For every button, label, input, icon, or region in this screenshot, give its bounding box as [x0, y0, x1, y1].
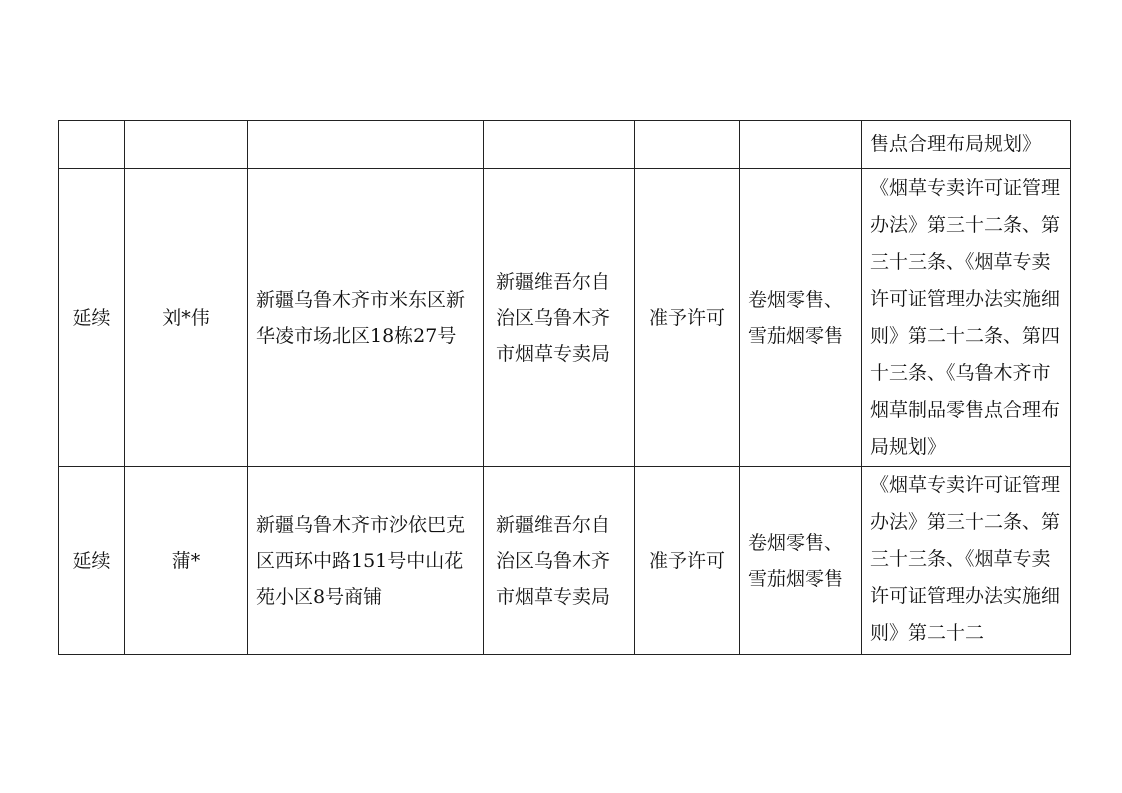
scope-cell: 卷烟零售、雪茄烟零售	[740, 467, 862, 655]
table-row	[59, 467, 1071, 655]
category-cell: 延续	[59, 169, 125, 467]
category-cell: 延续	[59, 467, 125, 655]
table-row	[59, 121, 1071, 169]
authority-cell: 新疆维吾尔自治区乌鲁木齐市烟草专卖局	[484, 467, 635, 655]
name-cell: 蒲*	[125, 467, 248, 655]
basis-cell: 售点合理布局规划》	[862, 121, 1071, 169]
name-cell	[125, 121, 248, 169]
decision-cell: 准予许可	[635, 467, 740, 655]
category-cell	[59, 121, 125, 169]
decision-cell	[635, 121, 740, 169]
license-table	[58, 120, 1071, 655]
scope-cell	[740, 121, 862, 169]
table-row	[59, 169, 1071, 467]
address-cell: 新疆乌鲁木齐市米东区新华凌市场北区18栋27号	[248, 169, 484, 467]
address-cell: 新疆乌鲁木齐市沙依巴克区西环中路151号中山花苑小区8号商铺	[248, 467, 484, 655]
address-cell	[248, 121, 484, 169]
authority-cell	[484, 121, 635, 169]
name-cell: 刘*伟	[125, 169, 248, 467]
decision-cell: 准予许可	[635, 169, 740, 467]
authority-cell: 新疆维吾尔自治区乌鲁木齐市烟草专卖局	[484, 169, 635, 467]
scope-cell: 卷烟零售、雪茄烟零售	[740, 169, 862, 467]
basis-cell: 《烟草专卖许可证管理办法》第三十二条、第三十三条、《烟草专卖许可证管理办法实施细则》第二十二	[862, 467, 1071, 655]
basis-cell: 《烟草专卖许可证管理办法》第三十二条、第三十三条、《烟草专卖许可证管理办法实施细则》第二十二条、第四十三条、《乌鲁木齐市烟草制品零售点合理布局规划》	[862, 169, 1071, 467]
